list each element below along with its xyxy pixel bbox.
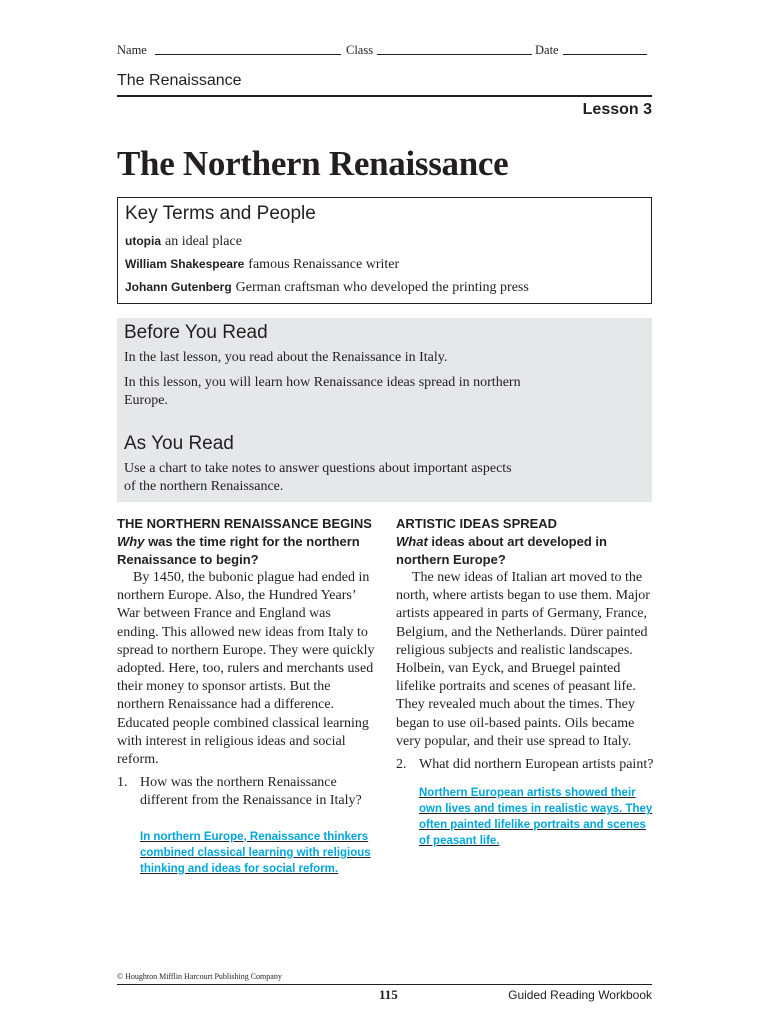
key-term-definition: an ideal place [165,234,242,249]
question-lead: What [396,534,428,549]
key-terms-box [117,197,652,304]
section-heading: THE NORTHERN RENAISSANCE BEGINS [117,516,372,531]
copyright: © Houghton Mifflin Harcourt Publishing Company [117,972,282,981]
question-text: How was the northern Renaissance different from the Renaissance in Italy? [140,775,362,809]
footer-rule [117,984,652,985]
class-field[interactable] [377,43,532,59]
key-term-item [125,234,242,250]
key-term-definition: German craftsman who developed the printing press [235,280,529,295]
answer-text: Northern European artists showed their own lives and times in realistic ways. They often painted lifelike portraits and scenes of peasant life. [419,787,653,848]
class-label: Class [346,43,374,57]
lesson-label: Lesson 3 [582,101,652,118]
question-rest: was the time right for the northern Renaissance to begin? [117,534,360,567]
as-you-read-p1: Use a chart to take notes to answer questions about important aspects of the northern Renaissance. [124,461,512,494]
name-label: Name [117,43,147,57]
section-body: The new ideas of Italian art moved to the north, where artists began to use them. Major artists appeared in parts of Germany, France, Belgium, and the Netherlands. Dürer painted religious subjects and realistic landscapes. Holbein, van Eyck, and Bruegel painted lifelike portraits and scenes of peasant life. They revealed much about the times. They began to use oil-based paints. Oils became very popular, and their use spread to Italy. [396,570,650,749]
before-you-read-heading: Before You Read [124,322,268,343]
key-term-definition: famous Renaissance writer [248,257,400,272]
page-title: The Northern Renaissance [117,144,509,183]
answer-text: In northern Europe, Renaissance thinkers combined classical learning with religious thinking and ideas for social reform. [140,830,371,875]
question-number: 2. [396,757,407,773]
key-term-word: utopia [125,234,161,248]
workbook-title: Guided Reading Workbook [508,988,652,1002]
review-question [396,756,654,774]
before-you-read-p1: In the last lesson, you read about the Renaissance in Italy. [124,350,448,365]
key-term-item [125,257,399,273]
page-number: 115 [379,987,398,1002]
header-rule [117,95,652,97]
student-info-line [117,43,652,61]
unit-title: The Renaissance [117,72,242,89]
key-term-item [125,280,529,296]
section-heading: ARTISTIC IDEAS SPREAD [396,516,558,531]
guiding-question [117,533,375,569]
answer-field[interactable] [117,829,375,877]
key-term-word: Johann Gutenberg [125,280,232,294]
guiding-question [396,533,654,569]
question-text: What did northern European artists paint? [419,757,654,773]
before-you-read-p2: In this lesson, you will learn how Renaissance ideas spread in northern Europe. [124,375,521,408]
answer-field[interactable] [396,785,654,849]
question-rest: ideas about art developed in northern Europe? [396,534,607,567]
reading-guide-box [117,318,652,502]
section-northern-renaissance-begins [117,515,375,877]
review-question [117,774,375,810]
date-field[interactable] [563,43,647,59]
section-body: By 1450, the bubonic plague had ended in northern Europe. Also, the Hundred Years’ War between France and England was ending. This allowed new ideas from Italy to spread to northern Europe. They were quickly adopted. Here, too, rulers and merchants used their money to sponsor artists. But the northern Renaissance had a difference. Educated people combined classical learning with interest in religious ideas and social reform. [117,570,375,768]
name-field[interactable] [155,43,341,59]
date-label: Date [535,43,559,57]
section-artistic-ideas-spread [396,515,654,849]
key-terms-heading: Key Terms and People [125,203,316,224]
question-number: 1. [117,775,128,791]
as-you-read-heading: As You Read [124,433,234,454]
key-term-word: William Shakespeare [125,257,245,271]
question-lead: Why [117,534,145,549]
